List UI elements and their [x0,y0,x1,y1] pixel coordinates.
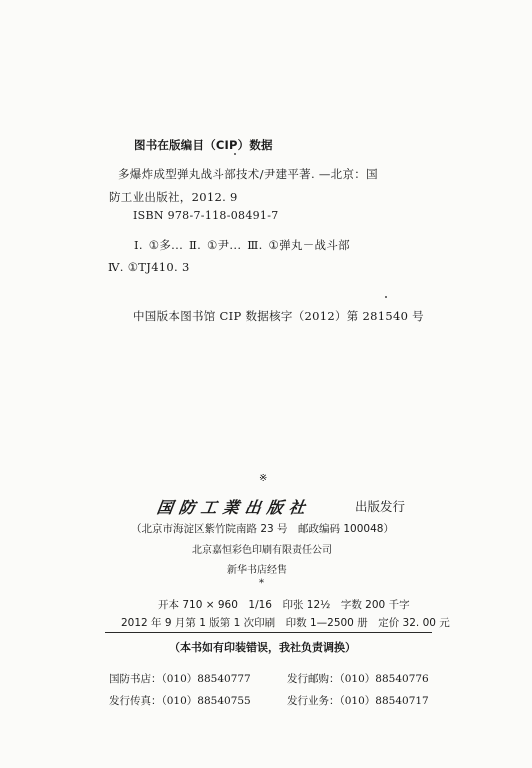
scan-speck [385,296,387,298]
divider-line [105,632,432,633]
cip-classification-line1: Ⅰ. ①多... Ⅱ. ①尹... Ⅲ. ①弹丸－战斗部 [134,238,350,252]
publisher-address: （北京市海淀区紫竹院南路 23 号 邮政编码 100048） [131,523,394,535]
contact-business: 发行业务：（010）88540717 [287,695,429,707]
cip-title: 图书在版编目（CIP）数据 [134,138,273,152]
seller-info: 新华书店经售 [227,565,287,576]
cip-book-info-line2: 防工业出版社，2012. 9 [109,190,238,204]
edition-info: 2012 年 9 月第 1 版第 1 次印刷 印数 1—2500 册 定价 32. 00 元 [121,617,450,629]
contact-bookstore: 国防书店：（010）88540777 [109,673,251,685]
contact-fax: 发行传真：（010）88540755 [109,695,251,707]
separator-star: ※ [259,473,268,484]
publisher-logo: 国防工業出版社 [155,498,313,517]
print-error-notice: （本书如有印装错误，我社负责调换） [169,641,356,654]
contact-mail-order: 发行邮购：（010）88540776 [287,673,429,685]
book-specs: 开本 710 × 960 1/16 印张 12½ 字数 200 千字 [158,599,410,611]
separator-dot: * [259,578,264,589]
cip-book-info-line1: 多爆炸成型弹丸战斗部技术/尹建平著. —北京：国 [118,167,378,181]
printer-name: 北京嘉恒彩色印刷有限责任公司 [192,545,332,556]
scan-speck [234,153,236,155]
cip-isbn: ISBN 978-7-118-08491-7 [133,209,279,222]
publisher-suffix: 出版发行 [355,499,406,514]
cip-record-number: 中国版本图书馆 CIP 数据核字（2012）第 281540 号 [133,309,424,323]
cip-classification-line2: Ⅳ. ①TJ410. 3 [108,260,190,274]
